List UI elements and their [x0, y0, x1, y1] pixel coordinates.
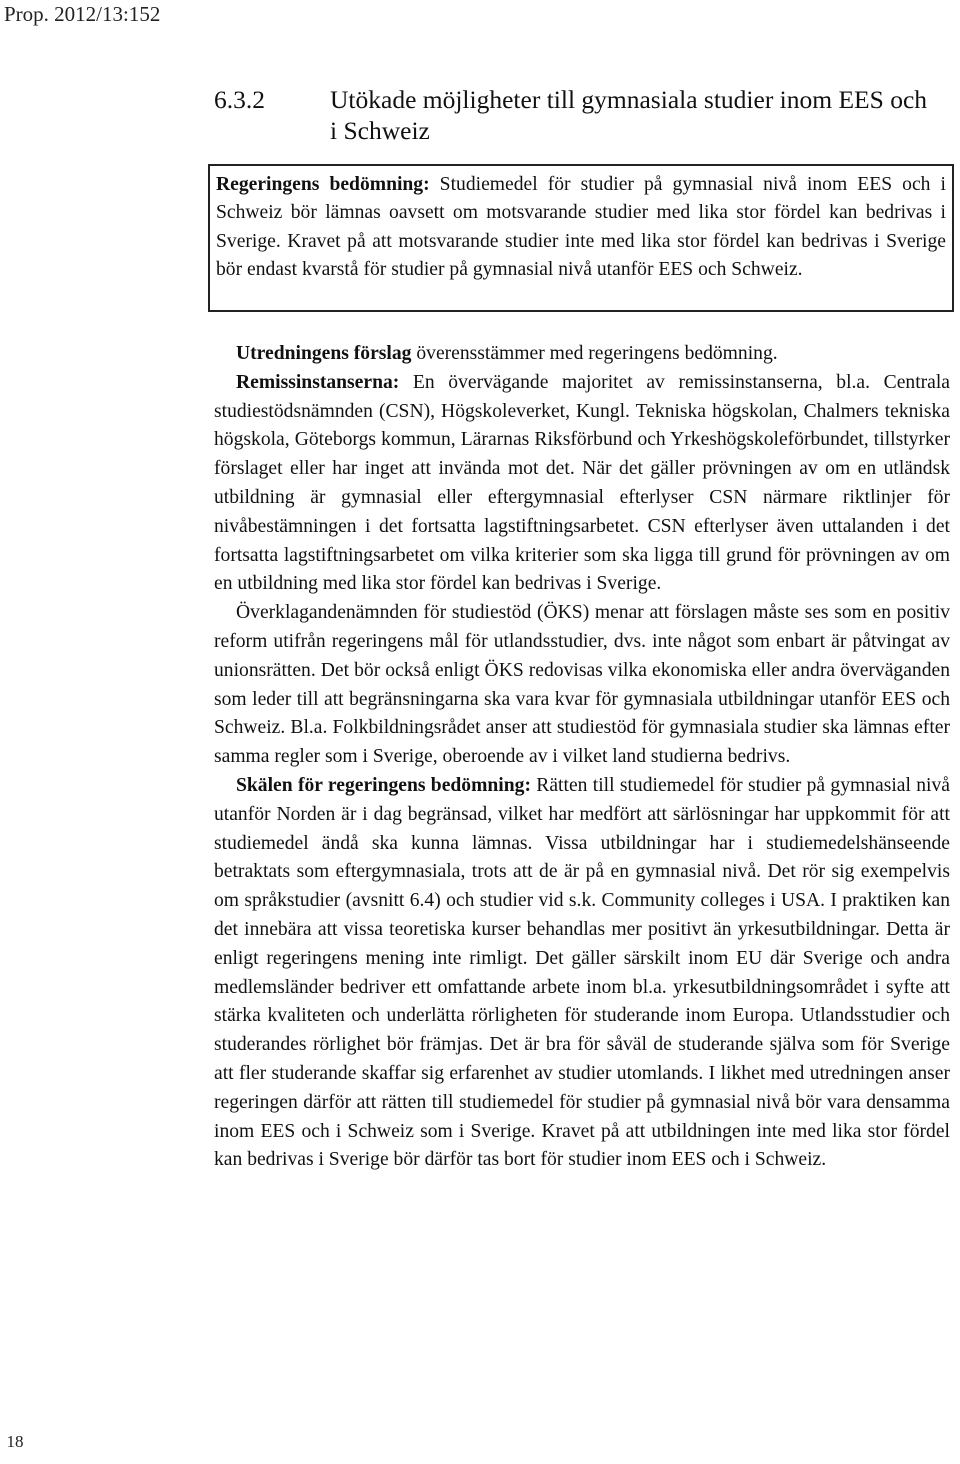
running-head: Prop. 2012/13:152 [4, 2, 161, 26]
paragraph-text: Rätten till studiemedel för studier på gymnasial nivå utanför Norden är i dag begränsad, vilket har medfört att särlösningar har uppkommit för att studiemedel ändå ska kunna lämnas. Vissa utbildningar har i studiemedelshänseende betraktats som eftergymnasiala, trots att de är på en gymnasial nivå. Det rör sig exempelvis om språkstudier (avsnitt 6.4) och studier vid s.k. Community colleges i USA. I praktiken kan det innebära att vissa teoretiska kurser behandlas mer positivt än yrkesutbildningar. Detta är enligt regeringens mening inte rimligt. Det gäller särskilt inom EU där Sverige och andra medlemsländer bedriver ett omfattande arbete inom bl.a. yrkesutbildningsområdet i syfte att stärka kvaliteten och underlätta rörligheten för studerande inom Europa. Utlandsstudier och studerandes rörlighet bör främjas. Det är bra för såväl de studerande själva som för Sverige att fler studerande skaffar sig erfarenhet av studier utomlands. I likhet med utredningen anser regeringen därför att rätten till studiemedel för studier på gymnasial nivå bör vara densamma inom EES och i Schweiz som i Sverige. Kravet på att utbildningen inte med lika stor fördel kan bedrivas i Sverige bör därför tas bort för studier inom EES och i Schweiz. [214, 774, 950, 1171]
body-text [214, 340, 950, 1175]
paragraph-oks [214, 599, 950, 772]
paragraph-text: överensstämmer med regeringens bedömning. [411, 343, 778, 364]
paragraph-remissinstanserna [214, 369, 950, 599]
assessment-label: Regeringens bedömning: [216, 174, 430, 195]
paragraph-text: En övervägande majoritet av remissinstanserna, bl.a. Centrala studiestödsnämnden (CSN), Högskoleverket, Kungl. Tekniska högskolan, Chalmers tekniska högskola, Göteborgs kommun, Lärarnas Riksförbund och Yrkeshögskoleförbundet, tillstyrker förslaget eller har inget att invända mot det. När det gäller prövningen av om en utländsk utbildning är gymnasial eller eftergymnasial efterlyser CSN närmare riktlinjer för nivåbestämningen i det fortsatta lagstiftningsarbetet. CSN efterlyser även uttalanden i det fortsatta lagstiftningsarbetet om vilka kriterier som ska ligga till grund för prövningen av om en utbildning med lika stor fördel kan bedrivas i Sverige. [214, 371, 950, 595]
section-number: 6.3.2 [214, 85, 265, 114]
paragraph-skalen [214, 772, 950, 1175]
assessment-text: Studiemedel för studier på gymnasial nivå inom EES och i Schweiz bör lämnas oavsett om motsvarande studier med lika stor fördel kan bedrivas i Sverige. Kravet på att motsvarande studier inte med lika stor fördel kan bedrivas i Sverige bör endast kvarstå för studier på gymnasial nivå utanför EES och Schweiz. [216, 174, 946, 281]
assessment-box [208, 164, 954, 312]
paragraph-text: Överklagandenämnden för studiestöd (ÖKS) menar att förslagen måste ses som en positiv reform utifrån regeringens mål för utlandsstudier, dvs. inte något som enbart är påtvingat av unionsrätten. Det bör också enligt ÖKS redovisas vilka ekonomiska eller andra överväganden som leder till att begränsningarna ska vara kvar för gymnasiala utbildningar utanför EES och Schweiz. Bl.a. Folkbildningsrådet anser att studiestöd för gymnasiala studier ska lämnas efter samma regler som i Sverige, oberoende av i vilket land studierna bedrivs. [214, 602, 950, 768]
paragraph-label: Skälen för regeringens bedömning: [236, 774, 531, 796]
paragraph-label: Remissinstanserna: [236, 371, 400, 393]
section-title: Utökade möjligheter till gymnasiala studier inom EES och i Schweiz [330, 85, 928, 145]
paragraph-label: Utredningens förslag [236, 343, 412, 364]
paragraph-utredningens-forslag [214, 340, 950, 369]
page-number: 18 [6, 1432, 24, 1451]
